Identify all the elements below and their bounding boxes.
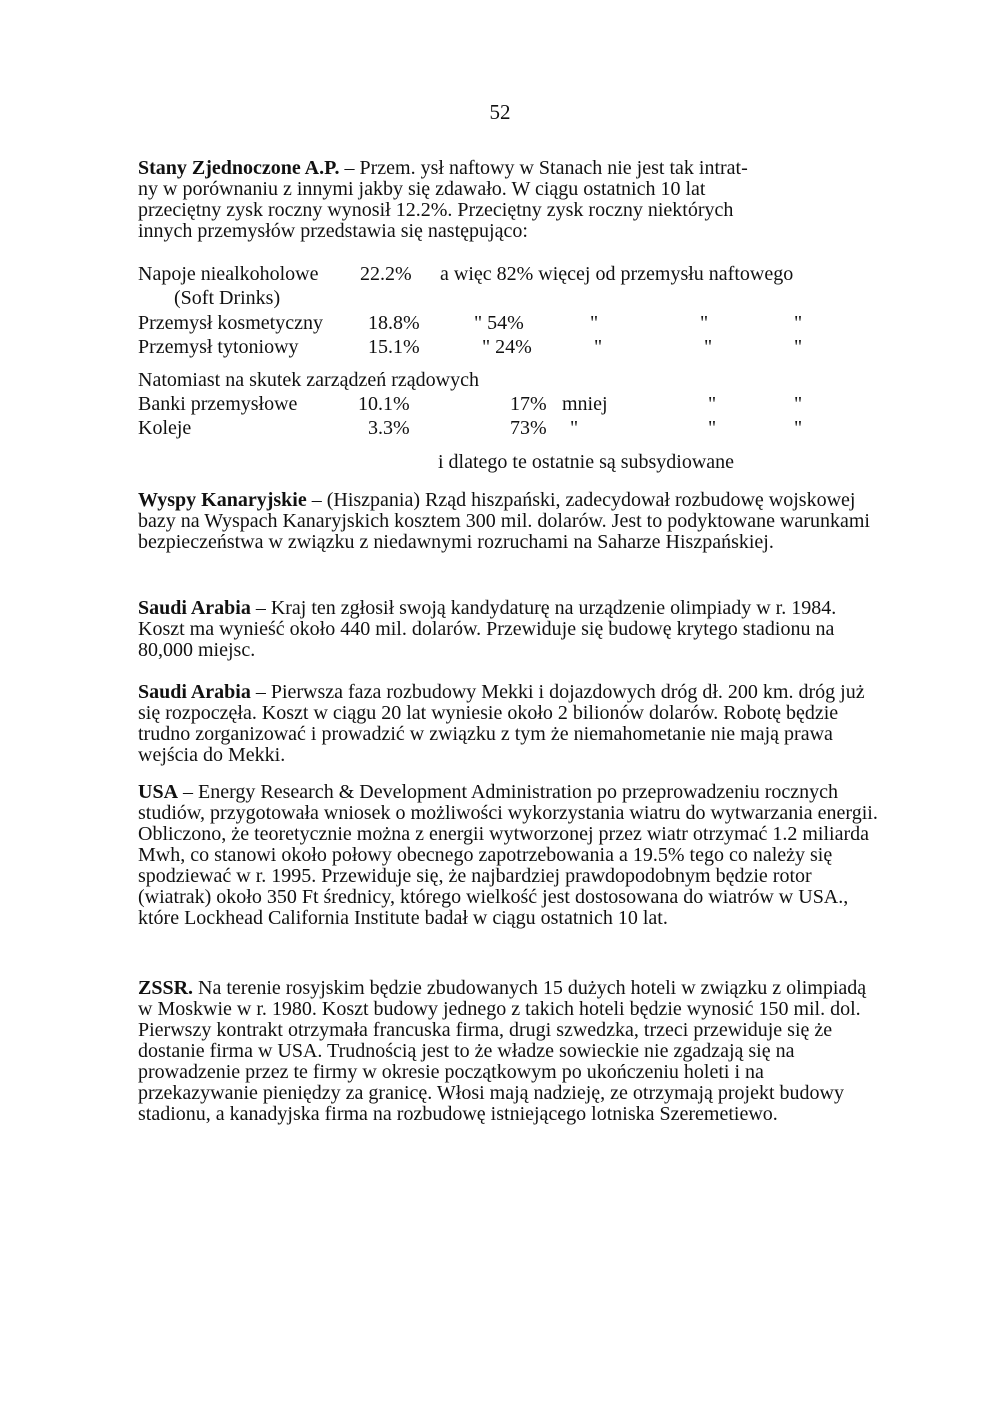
row-percent: 73% xyxy=(510,417,547,439)
paragraph-text: – (Hiszpania) Rząd hiszpański, zadecydował rozbudowę wojskowej bazy na Wyspach Kanaryjskich kosztem 300 mil. dolarów. Jest to podyktowane warunkami bezpieczeństwa w związku z niedawnymi rozruchami na Saharze Hiszpańskiej. xyxy=(138,489,870,553)
row-name: Banki przemysłowe xyxy=(138,393,298,415)
table1-row xyxy=(138,264,898,285)
paragraph-ussr-hotels xyxy=(138,978,878,1125)
table2-note: i dlatego te ostatnie są subsydiowane xyxy=(438,451,735,473)
ditto-mark: " xyxy=(794,336,803,358)
table1-row xyxy=(138,288,898,309)
paragraph-canary-islands xyxy=(138,490,878,553)
row-value: 22.2% xyxy=(360,263,412,285)
paragraph-saudi-olympics xyxy=(138,598,878,661)
ditto-mark: " xyxy=(794,417,803,439)
row-word: mniej xyxy=(562,393,608,415)
row-value: 3.3% xyxy=(368,417,410,439)
table1-row xyxy=(138,313,898,334)
ditto-mark: " xyxy=(708,393,717,415)
paragraph-usa-wind xyxy=(138,782,878,929)
ditto-mark: " xyxy=(590,312,599,334)
row-name: Koleje xyxy=(138,417,192,439)
ditto-mark: " xyxy=(708,417,717,439)
paragraph-text: Na terenie rosyjskim będzie zbudowanych 15 dużych hoteli w związku z olimpiadą w Moskwie w r. 1980. Koszt budowy jednego z takich hoteli będzie wynosić 150 mil. dol. Pierwszy kontrakt otrzymała francuska firma, drugi szwedzka, trzeci przewiduje się że dostanie firma w USA. Trudnością jest to że władze sowieckie nie zgadzają się na prowadzenie przez te firmy w okresie początkowym po ukończeniu holeti i na przekazywanie pieniędzy za granicę. Włosi mają nadzieję, ze otrzymają projekt budowy stadionu, a kanadyjska firma na rozbudowę istniejącego lotniska Szeremetiewo. xyxy=(138,977,867,1125)
row-value: 15.1% xyxy=(368,336,420,358)
paragraph-text: – Energy Research & Development Administration po przeprowadzeniu rocznych studiów, przygotowała wniosek o możliwości wykorzystania wiatru do wytwarzania energii. Obliczono, że teoretycznie można z energii wytworzonej przez wiatr otrzymać 1.2 miliarda Mwh, co stanowi około połowy obecnego zapotrzebowania a 19.5% tego co należy się spodziewać w r. 1995. Przewiduje się, że najbardziej prawdopodobnym będzie rotor (wiatrak) około 350 Ft średnicy, którego wielkość jest dostosowana do wiatrów w USA., które Lockhead California Institute badał w ciągu ostatnich 10 lat. xyxy=(138,781,878,929)
row-comparison: a więc 82% więcej od przemysłu naftowego xyxy=(440,263,794,285)
ditto-mark: " xyxy=(794,312,803,334)
intro-line-1 xyxy=(138,158,878,179)
paragraph-heading: Saudi Arabia xyxy=(138,681,251,703)
row-percent: 17% xyxy=(510,393,547,415)
paragraph-heading: USA xyxy=(138,781,179,803)
table2-heading: Natomiast na skutek zarządzeń rządowych xyxy=(138,369,479,391)
paragraph-text: – Pierwsza faza rozbudowy Mekki i dojazdowych dróg dł. 200 km. dróg już się rozpoczęła. Koszt w ciągu 20 lat wyniesie około 2 bilionów dolarów. Robotę będzie trudno zorganizować i prowadzić w związku z tym że niemahometanie nie mają prawa wejścia do Mekki. xyxy=(138,681,865,766)
row-name: Przemysł tytoniowy xyxy=(138,336,299,358)
row-name: (Soft Drinks) xyxy=(174,287,281,309)
table2-row xyxy=(138,418,898,439)
paragraph-heading: ZSSR. xyxy=(138,977,194,999)
row-name: Napoje niealkoholowe xyxy=(138,263,319,285)
row-name: Przemysł kosmetyczny xyxy=(138,312,323,334)
intro-line-3: przeciętny zysk roczny wynosił 12.2%. Przeciętny zysk roczny niektórych xyxy=(138,199,734,221)
row-value: 18.8% xyxy=(368,312,420,334)
table1-row xyxy=(138,337,898,358)
intro-line-4: innych przemysłów przedstawia się następująco: xyxy=(138,220,528,242)
paragraph-heading: Wyspy Kanaryjskie xyxy=(138,489,307,511)
page-number: 52 xyxy=(489,100,511,124)
row-value: 10.1% xyxy=(358,393,410,415)
intro-line-1-text: – Przem. ysł naftowy w Stanach nie jest tak intrat- xyxy=(344,157,748,179)
row-comparison: " 24% xyxy=(482,336,532,358)
ditto-mark: " xyxy=(594,336,603,358)
intro-heading: Stany Zjednoczone A.P. xyxy=(138,157,340,179)
table2-row xyxy=(138,394,898,415)
paragraph-text: – Kraj ten zgłosił swoją kandydaturę na urządzenie olimpiady w r. 1984. Koszt ma wynieść około 440 mil. dolarów. Przewiduje się budowę krytego stadionu na 80,000 miejsc. xyxy=(138,597,837,661)
paragraph-saudi-mecca xyxy=(138,682,878,766)
ditto-mark: " xyxy=(700,312,709,334)
row-comparison: " 54% xyxy=(474,312,524,334)
paragraph-heading: Saudi Arabia xyxy=(138,597,251,619)
ditto-mark: " xyxy=(794,393,803,415)
intro-paragraph xyxy=(138,158,878,242)
ditto-mark: " xyxy=(570,417,579,439)
ditto-mark: " xyxy=(704,336,713,358)
intro-line-2: ny w porównaniu z innymi jakby się zdawało. W ciągu ostatnich 10 lat xyxy=(138,178,706,200)
